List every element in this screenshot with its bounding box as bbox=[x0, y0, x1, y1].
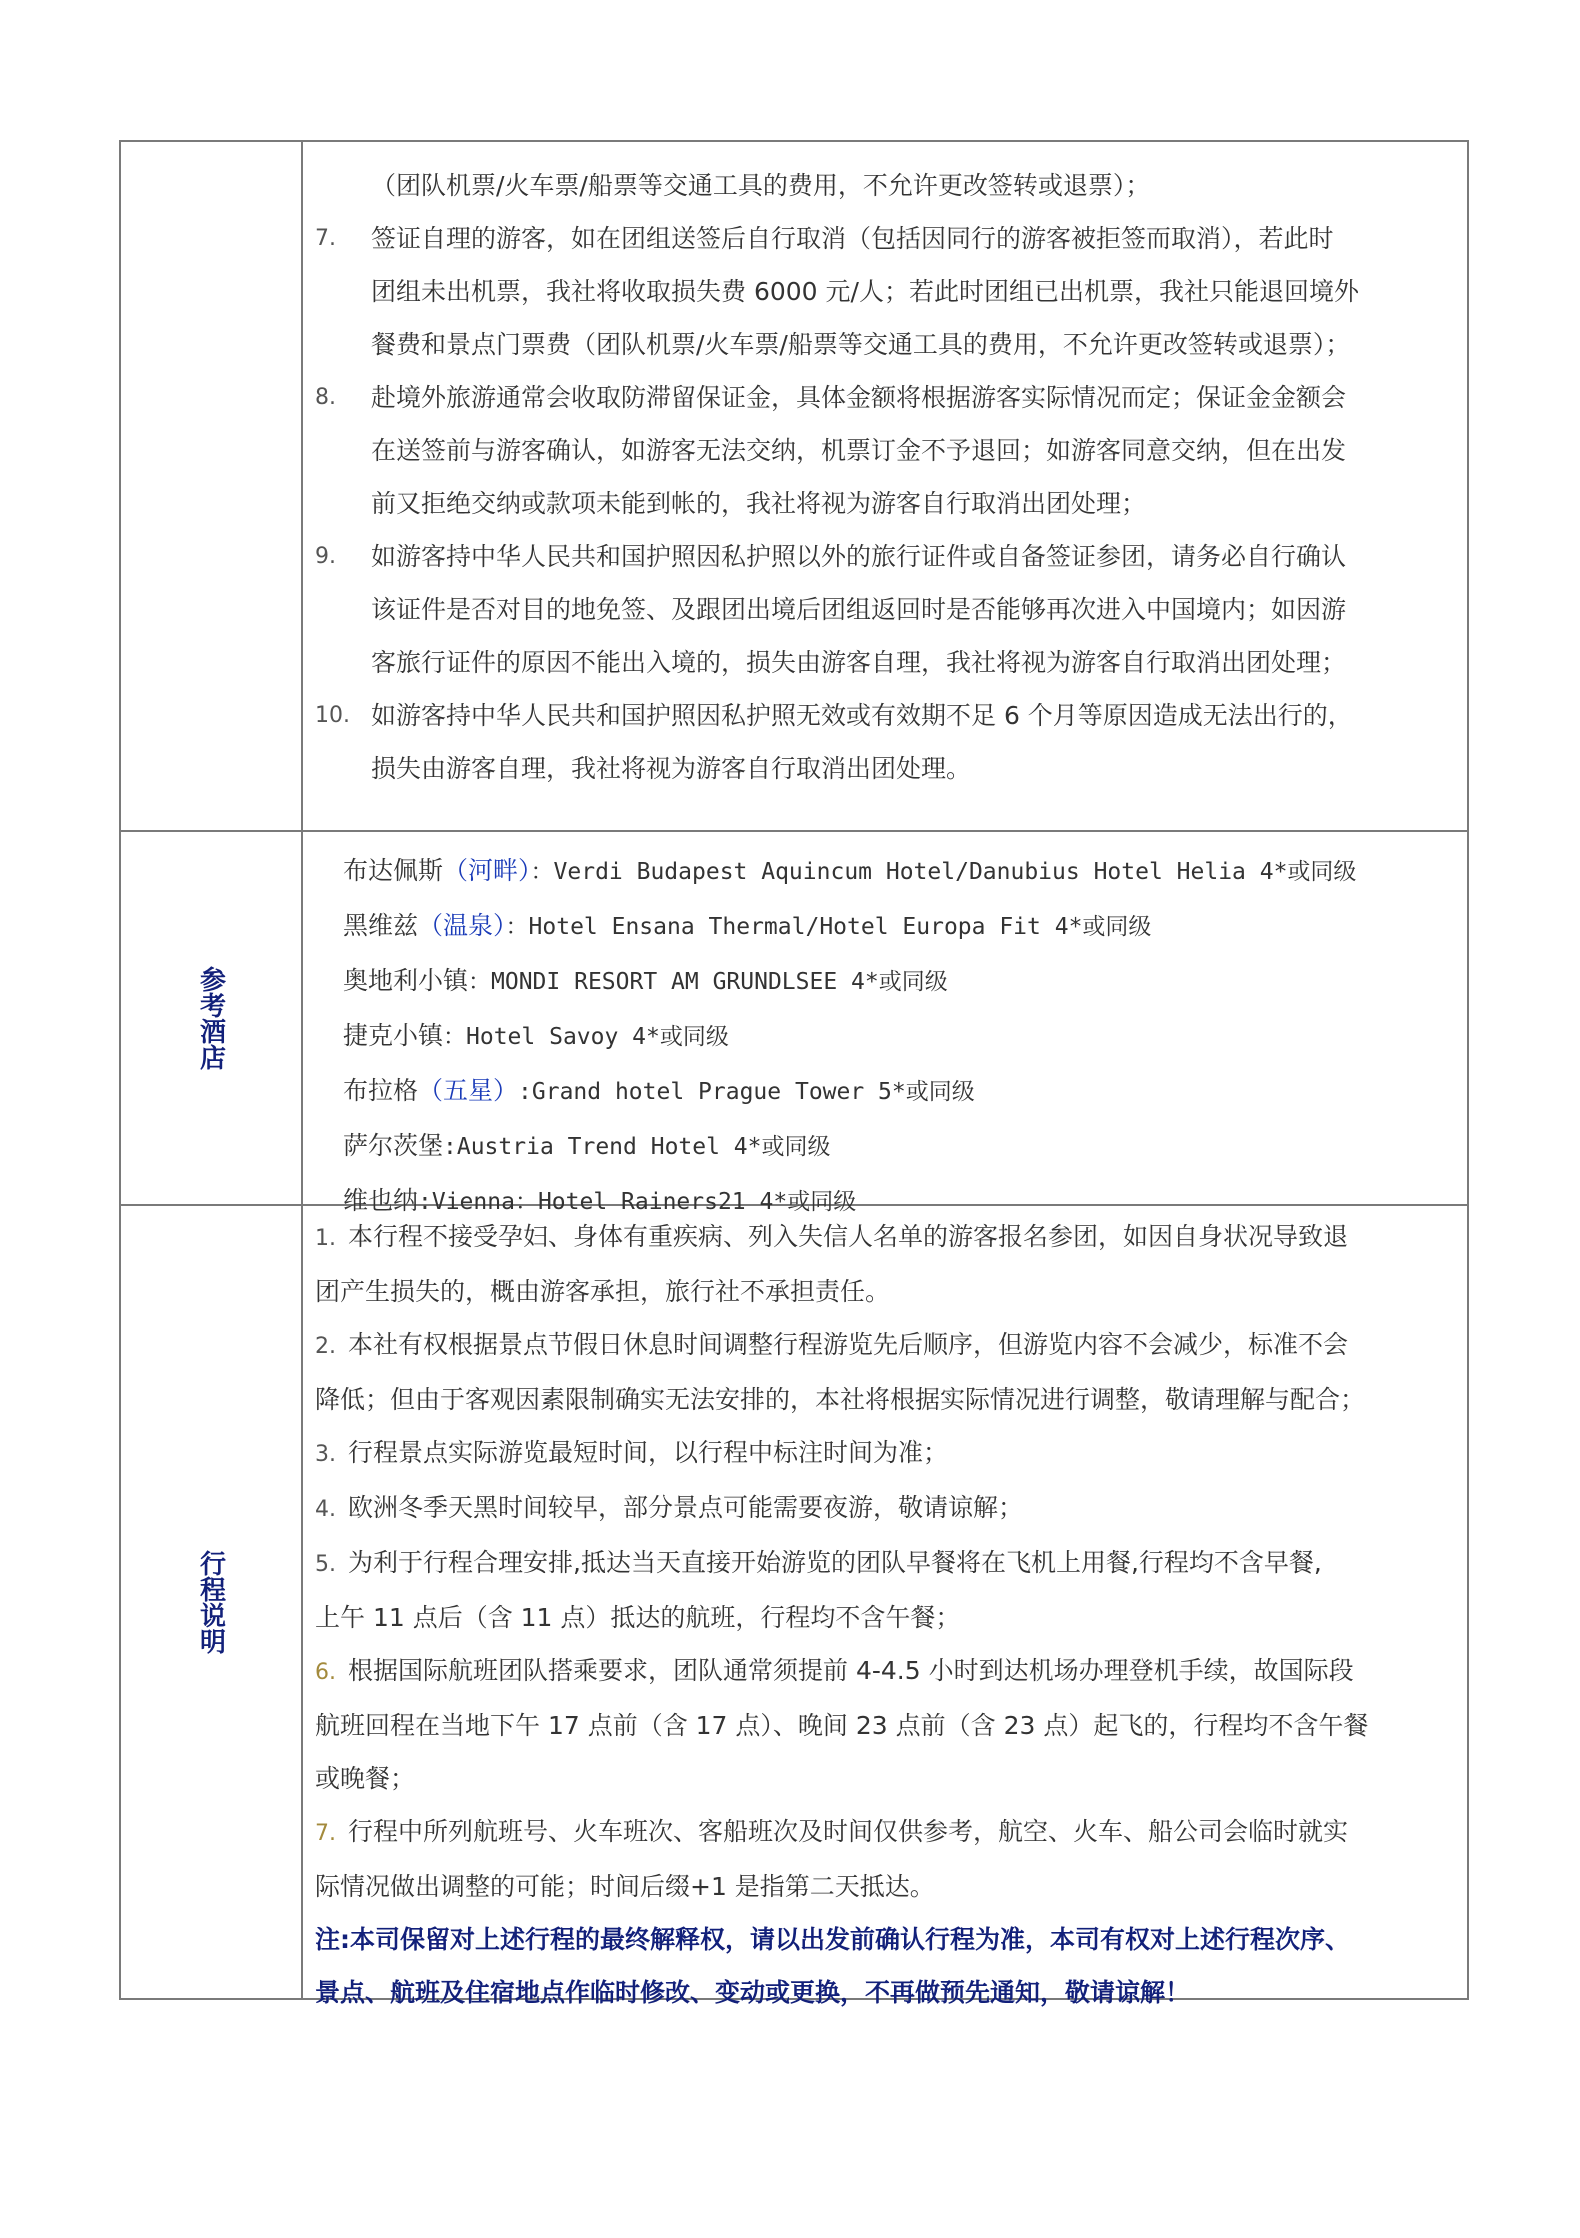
hotel-line bbox=[343, 1064, 1457, 1119]
item-line: 该证件是否对目的地免签、及跟团出境后团组返回时是否能够再次进入中国境内；如因游 bbox=[371, 595, 1347, 624]
cancellation-row bbox=[119, 140, 1469, 830]
hotel-line bbox=[343, 844, 1457, 899]
hotel-line bbox=[343, 954, 1457, 1009]
hotels-label: 参考酒店 bbox=[195, 966, 226, 1070]
item-line: 团产生损失的，概由游客承担，旅行社不承担责任。 bbox=[315, 1277, 891, 1306]
item-number: 10. bbox=[315, 703, 350, 728]
hotel-name: ：Verdi Budapest Aquincum Hotel/Danubius Hotel Helia 4*或同级 bbox=[530, 859, 1357, 885]
hotel-name: :Grand hotel Prague Tower 5*或同级 bbox=[518, 1079, 975, 1105]
item-line: 前又拒绝交纳或款项未能到帐的，我社将视为游客自行取消出团处理； bbox=[371, 489, 1147, 518]
item-line: 本行程不接受孕妇、身体有重疾病、列入失信人名单的游客报名参团，如因自身状况导致退 bbox=[348, 1222, 1349, 1251]
itinerary-label-cell bbox=[121, 1206, 303, 1998]
itinerary-item bbox=[315, 1805, 1457, 1913]
itinerary-item bbox=[315, 1644, 1457, 1805]
item-number: 7. bbox=[315, 226, 336, 251]
itinerary-row bbox=[119, 1204, 1469, 2007]
hotel-tag: （温泉） bbox=[418, 911, 506, 940]
item-line: 为利于行程合理安排,抵达当天直接开始游览的团队早餐将在飞机上用餐,行程均不含早餐, bbox=[348, 1548, 1322, 1577]
itinerary-item bbox=[315, 1536, 1457, 1644]
list-item bbox=[315, 689, 1457, 795]
disclaimer-note bbox=[315, 1913, 1457, 2019]
item-line: 客旅行证件的原因不能出入境的，损失由游客自理，我社将视为游客自行取消出团处理； bbox=[371, 648, 1347, 677]
hotels-row bbox=[119, 830, 1469, 1215]
hotel-name: ：MONDI RESORT AM GRUNDLSEE 4*或同级 bbox=[468, 969, 948, 995]
hotel-city: 布达佩斯 bbox=[343, 856, 444, 885]
hotel-name: :Vienna：Hotel Rainers21 4*或同级 bbox=[418, 1189, 857, 1215]
item-line: 或晚餐； bbox=[315, 1764, 416, 1793]
item-line: 如游客持中华人民共和国护照因私护照以外的旅行证件或自备签证参团，请务必自行确认 bbox=[371, 542, 1347, 571]
item-line: 行程景点实际游览最短时间，以行程中标注时间为准； bbox=[348, 1438, 949, 1467]
item-line: 损失由游客自理，我社将视为游客自行取消出团处理。 bbox=[371, 754, 972, 783]
empty-label-cell bbox=[121, 142, 303, 830]
hotel-line bbox=[343, 1119, 1457, 1174]
item-line: 根据国际航班团队搭乘要求，团队通常须提前 4-4.5 小时到达机场办理登机手续，故国际段 bbox=[348, 1656, 1354, 1685]
item-number: 2. bbox=[315, 1334, 336, 1359]
note-line: 景点、航班及住宿地点作临时修改、变动或更换，不再做预先通知，敬请谅解！ bbox=[315, 1978, 1191, 2007]
hotel-city: 布拉格 bbox=[343, 1076, 419, 1105]
item-line: 如游客持中华人民共和国护照因私护照无效或有效期不足 6 个月等原因造成无法出行的， bbox=[371, 701, 1353, 730]
item-number: 1. bbox=[315, 1226, 336, 1251]
item-number: 8. bbox=[315, 385, 336, 410]
hotel-city: 黑维兹 bbox=[343, 911, 419, 940]
item-line: 团组未出机票，我社将收取损失费 6000 元/人；若此时团组已出机票，我社只能退回境外 bbox=[371, 277, 1359, 306]
cancellation-content bbox=[303, 142, 1467, 830]
item-number: 9. bbox=[315, 544, 336, 569]
item-line: 航班回程在当地下午 17 点前（含 17 点）、晚间 23 点前（含 23 点）起飞的，行程均不含午餐 bbox=[315, 1711, 1369, 1740]
item-line: 际情况做出调整的可能；时间后缀+1 是指第二天抵达。 bbox=[315, 1872, 935, 1901]
item-number: 5. bbox=[315, 1552, 336, 1577]
itinerary-label: 行程说明 bbox=[195, 1550, 226, 1654]
hotel-city: 维也纳 bbox=[343, 1186, 419, 1215]
continuation-text: （团队机票/火车票/船票等交通工具的费用，不允许更改签转或退票）； bbox=[371, 171, 1151, 200]
item-number: 4. bbox=[315, 1497, 336, 1522]
hotels-content bbox=[303, 832, 1467, 1215]
list-item bbox=[315, 371, 1457, 530]
hotel-name: :Austria Trend Hotel 4*或同级 bbox=[443, 1134, 831, 1160]
item-line: 餐费和景点门票费（团队机票/火车票/船票等交通工具的费用，不允许更改签转或退票）； bbox=[371, 330, 1351, 359]
hotel-tag: （河畔） bbox=[443, 856, 531, 885]
hotel-line bbox=[343, 1009, 1457, 1064]
item-number: 3. bbox=[315, 1442, 336, 1467]
itinerary-item bbox=[315, 1426, 1457, 1481]
item-line: 签证自理的游客，如在团组送签后自行取消（包括因同行的游客被拒签而取消），若此时 bbox=[371, 224, 1334, 253]
itinerary-item bbox=[315, 1481, 1457, 1536]
item-number: 7. bbox=[315, 1821, 336, 1846]
item-line: 降低；但由于客观因素限制确实无法安排的，本社将根据实际情况进行调整，敬请理解与配合； bbox=[315, 1385, 1366, 1414]
note-line: 注:本司保留对上述行程的最终解释权，请以出发前确认行程为准，本司有权对上述行程次序、 bbox=[315, 1925, 1351, 1954]
hotel-name: ：Hotel Ensana Thermal/Hotel Europa Fit 4*或同级 bbox=[505, 914, 1152, 940]
item-line: 欧洲冬季天黑时间较早，部分景点可能需要夜游，敬请谅解； bbox=[348, 1493, 1024, 1522]
hotel-line bbox=[343, 899, 1457, 954]
hotel-city: 萨尔茨堡 bbox=[343, 1131, 444, 1160]
hotel-city: 捷克小镇 bbox=[343, 1021, 444, 1050]
list-item bbox=[315, 530, 1457, 689]
hotels-label-cell bbox=[121, 832, 303, 1204]
item-line: 行程中所列航班号、火车班次、客船班次及时间仅供参考，航空、火车、船公司会临时就实 bbox=[348, 1817, 1349, 1846]
item-line: 本社有权根据景点节假日休息时间调整行程游览先后顺序，但游览内容不会减少，标准不会 bbox=[348, 1330, 1349, 1359]
item-line: 赴境外旅游通常会收取防滞留保证金，具体金额将根据游客实际情况而定；保证金金额会 bbox=[371, 383, 1347, 412]
itinerary-content bbox=[303, 1206, 1467, 2007]
item-line: 在送签前与游客确认，如游客无法交纳，机票订金不予退回；如游客同意交纳，但在出发 bbox=[371, 436, 1347, 465]
itinerary-item bbox=[315, 1318, 1457, 1426]
itinerary-item bbox=[315, 1210, 1457, 1318]
item-line: 上午 11 点后（含 11 点）抵达的航班，行程均不含午餐； bbox=[315, 1603, 961, 1632]
hotel-city: 奥地利小镇 bbox=[343, 966, 469, 995]
hotel-name: ：Hotel Savoy 4*或同级 bbox=[443, 1024, 729, 1050]
item-number: 6. bbox=[315, 1660, 336, 1685]
info-table bbox=[119, 140, 1469, 2007]
hotel-tag: （五星） bbox=[418, 1076, 519, 1105]
list-item bbox=[315, 212, 1457, 371]
